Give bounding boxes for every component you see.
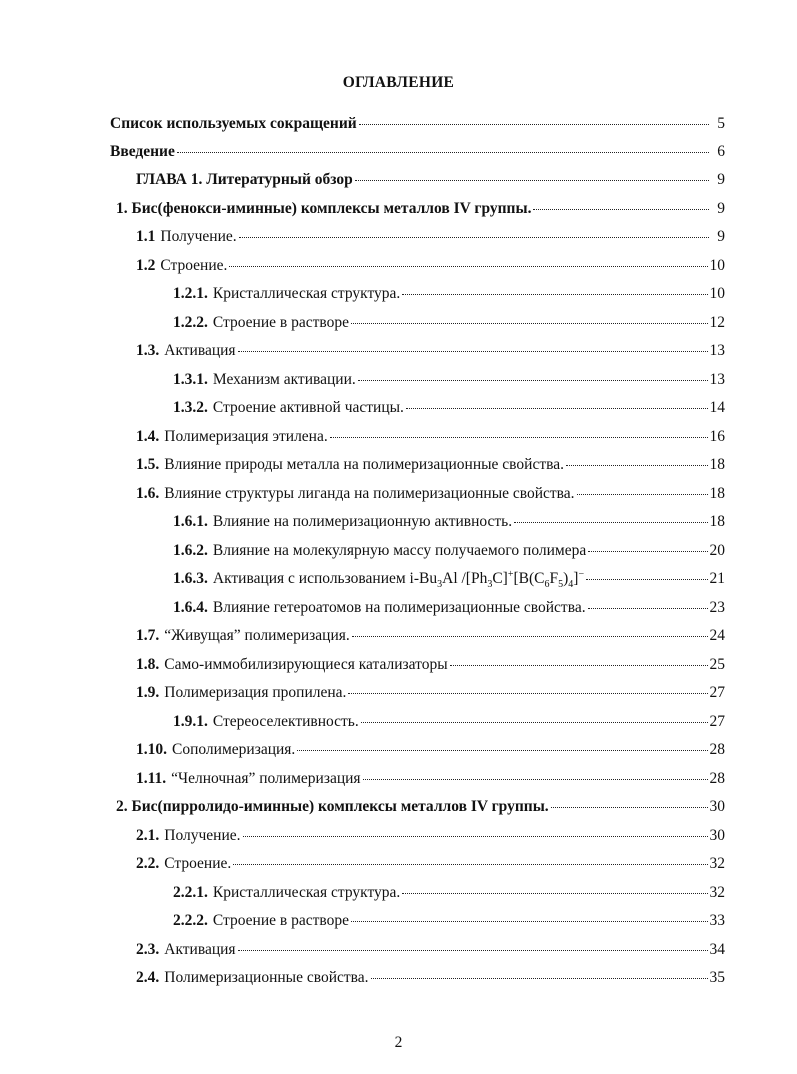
toc-entry-page: 6 xyxy=(717,143,725,160)
toc-entry-1-5[interactable] xyxy=(136,456,725,484)
toc-entry-text: Сополимеризация. xyxy=(172,741,296,758)
toc-entry-1-1[interactable] xyxy=(136,228,725,256)
toc-entry-introduction[interactable] xyxy=(110,143,725,171)
toc-entry-section-1[interactable] xyxy=(116,200,725,228)
toc-entry-text: Полимеризация пропилена. xyxy=(164,684,347,701)
toc-entry-number: 1.2.1. xyxy=(173,285,208,302)
dot-leader xyxy=(351,920,708,922)
toc-entry-chapter-1[interactable] xyxy=(136,171,725,199)
toc-entry-1-10[interactable] xyxy=(136,741,725,769)
dot-leader xyxy=(351,322,708,324)
toc-entry-number: 1.6. xyxy=(136,485,160,502)
toc-entry-page: 30 xyxy=(709,798,725,815)
toc-entry-number: 2.1. xyxy=(136,827,160,844)
toc-entry-1-6-2[interactable] xyxy=(173,542,725,570)
dot-leader xyxy=(577,493,708,495)
toc-entry-page: 18 xyxy=(709,485,725,502)
toc-entry-number: 1.1 xyxy=(136,228,156,245)
toc-entry-1-9[interactable] xyxy=(136,684,725,712)
toc-entry-1-8[interactable] xyxy=(136,656,725,684)
toc-entry-text: Механизм активации. xyxy=(212,371,356,388)
toc-entry-number: 1.6.3. xyxy=(173,570,208,587)
toc-entry-number: 1.6.1. xyxy=(173,513,208,530)
toc-entry-text: Получение. xyxy=(160,228,237,245)
dot-leader xyxy=(588,550,707,552)
dot-leader xyxy=(514,521,707,523)
toc-entry-text: Влияние на молекулярную массу получаемого полимера xyxy=(212,542,587,559)
dot-leader xyxy=(586,578,707,580)
toc-entry-number: 2.2.1. xyxy=(173,884,208,901)
toc-entry-page: 35 xyxy=(709,969,725,986)
toc-entry-number: 1.3. xyxy=(136,342,160,359)
dot-leader xyxy=(551,806,708,808)
toc-entry-1-2[interactable] xyxy=(136,257,725,285)
toc-entry-page: 28 xyxy=(709,770,725,787)
toc-entry-text: Влияние гетероатомов на полимеризационные свойства. xyxy=(212,599,586,616)
toc-entry-page: 32 xyxy=(709,855,725,872)
toc-entry-2-1[interactable] xyxy=(136,827,725,855)
toc-entry-2-2-2[interactable] xyxy=(173,912,725,940)
toc-entry-page: 16 xyxy=(709,428,725,445)
toc-entry-1-11[interactable] xyxy=(136,770,725,798)
dot-leader xyxy=(363,778,708,780)
toc-entry-number: 1.2.2. xyxy=(173,314,208,331)
page-number: 2 xyxy=(394,1034,403,1051)
toc-entry-1-2-2[interactable] xyxy=(173,314,725,342)
dot-leader xyxy=(450,664,708,666)
toc-entry-1-2-1[interactable] xyxy=(173,285,725,313)
toc-entry-1-6[interactable] xyxy=(136,485,725,513)
toc-entry-page: 9 xyxy=(717,228,725,245)
dot-leader xyxy=(239,236,709,238)
toc-entry-page: 9 xyxy=(717,171,725,188)
toc-entry-text: Активация xyxy=(164,342,236,359)
dot-leader xyxy=(533,208,709,210)
dot-leader xyxy=(406,407,708,409)
toc-entry-text: Влияние на полимеризационную активность. xyxy=(212,513,513,530)
toc-entry-number: 1.7. xyxy=(136,627,160,644)
toc-entry-number: 2.4. xyxy=(136,969,160,986)
toc-entry-1-3-2[interactable] xyxy=(173,399,725,427)
toc-entry-number: 1.11. xyxy=(136,770,167,787)
toc-entry-1-6-3[interactable] xyxy=(173,570,725,598)
toc-entry-page: 21 xyxy=(709,570,725,587)
toc-entry-text: Стереоселективность. xyxy=(212,713,359,730)
toc-entry-page: 13 xyxy=(709,342,725,359)
dot-leader xyxy=(358,379,708,381)
dot-leader xyxy=(371,977,708,979)
toc-entry-number: 1.8. xyxy=(136,656,160,673)
toc-entry-number: 1.5. xyxy=(136,456,160,473)
toc-entry-page: 14 xyxy=(709,399,725,416)
dot-leader xyxy=(238,350,708,352)
toc-entry-page: 27 xyxy=(709,684,725,701)
toc-entry-text: Влияние структуры лиганда на полимеризационные свойства. xyxy=(164,485,575,502)
toc-entry-1-9-1[interactable] xyxy=(173,713,725,741)
toc-entry-number: 1.6.4. xyxy=(173,599,208,616)
toc-entry-text: Полимеризация этилена. xyxy=(164,428,328,445)
toc-entry-text: 2. Бис(пирролидо-иминные) комплексы металлов IV группы. xyxy=(116,798,549,815)
toc-entry-page: 23 xyxy=(709,599,725,616)
toc-entry-1-6-1[interactable] xyxy=(173,513,725,541)
toc-entry-text: “Живущая” полимеризация. xyxy=(164,627,350,644)
dot-leader xyxy=(177,151,709,153)
dot-leader xyxy=(359,123,709,125)
dot-leader xyxy=(243,835,708,837)
toc-entry-number: 2.2. xyxy=(136,855,160,872)
toc-entry-section-2[interactable] xyxy=(116,798,725,826)
toc-entry-abbreviations[interactable] xyxy=(110,115,725,143)
toc-entry-text: Активация с использованием $i-Bu_3Al$ $/[Ph_3C]^+[B(C_6F_5)_4]^-$ xyxy=(212,568,585,591)
toc-entry-number: 1.9.1. xyxy=(173,713,208,730)
dot-leader xyxy=(355,179,709,181)
toc-entry-page: 25 xyxy=(709,656,725,673)
toc-entry-number: 1.3.1. xyxy=(173,371,208,388)
toc-entry-page: 20 xyxy=(709,542,725,559)
toc-entry-text: Активация xyxy=(164,941,236,958)
toc-entry-text: Само-иммобилизирующиеся катализаторы xyxy=(164,656,448,673)
dot-leader xyxy=(233,863,707,865)
toc-entry-page: 9 xyxy=(717,200,725,217)
toc-entry-1-3-1[interactable] xyxy=(173,371,725,399)
toc-entry-text: Строение. xyxy=(164,855,232,872)
toc-entry-number: 2.3. xyxy=(136,941,160,958)
toc-entry-text: “Челночная” полимеризация xyxy=(171,770,361,787)
toc-entry-page: 27 xyxy=(709,713,725,730)
dot-leader xyxy=(361,721,708,723)
toc-entry-number: 1.2 xyxy=(136,257,156,274)
toc-entry-page: 18 xyxy=(709,456,725,473)
dot-leader xyxy=(352,635,708,637)
toc-entry-page: 28 xyxy=(709,741,725,758)
toc-entry-page: 33 xyxy=(709,912,725,929)
toc-entry-text: Влияние природы металла на полимеризационные свойства. xyxy=(164,456,564,473)
toc-entry-text: Строение активной частицы. xyxy=(212,399,404,416)
toc-entry-page: 32 xyxy=(709,884,725,901)
dot-leader xyxy=(297,749,707,751)
toc-entry-page: 30 xyxy=(709,827,725,844)
toc-entry-1-4[interactable] xyxy=(136,428,725,456)
toc-entry-2-2[interactable] xyxy=(136,855,725,883)
toc-entry-text: Список используемых сокращений xyxy=(110,115,357,132)
dot-leader xyxy=(348,692,707,694)
toc-entry-number: 2.2.2. xyxy=(173,912,208,929)
toc-entry-1-7[interactable] xyxy=(136,627,725,655)
dot-leader xyxy=(330,436,708,438)
toc-entry-number: 1.10. xyxy=(136,741,167,758)
toc-entry-page: 18 xyxy=(709,513,725,530)
toc-entry-1-3[interactable] xyxy=(136,342,725,370)
toc-entry-text: 1. Бис(фенокси-иминные) комплексы металлов IV группы. xyxy=(116,200,532,217)
page-title: ОГЛАВЛЕНИЕ xyxy=(342,74,455,91)
toc-entry-text: Строение в растворе xyxy=(212,912,349,929)
toc-entry-page: 13 xyxy=(709,371,725,388)
toc-entry-number: 1.6.2. xyxy=(173,542,208,559)
dot-leader xyxy=(588,607,708,609)
toc-entry-text: Кристаллическая структура. xyxy=(212,285,401,302)
toc-entry-2-4[interactable] xyxy=(136,969,725,997)
toc-entry-1-6-4[interactable] xyxy=(173,599,725,627)
dot-leader xyxy=(402,293,707,295)
toc-entry-page: 5 xyxy=(717,115,725,132)
toc-entry-page: 10 xyxy=(709,257,725,274)
toc-entry-number: 1.4. xyxy=(136,428,160,445)
toc-entry-text: Введение xyxy=(110,143,175,160)
toc-entry-text: Полимеризационные свойства. xyxy=(164,969,369,986)
toc-entry-page: 24 xyxy=(709,627,725,644)
toc-entry-2-3[interactable] xyxy=(136,941,725,969)
toc-entry-text: Кристаллическая структура. xyxy=(212,884,401,901)
dot-leader xyxy=(229,265,707,267)
toc-entry-text: Строение. xyxy=(160,257,228,274)
toc-entry-text: Строение в растворе xyxy=(212,314,349,331)
toc-entry-text: Получение. xyxy=(164,827,241,844)
dot-leader xyxy=(238,949,708,951)
toc-entry-page: 34 xyxy=(709,941,725,958)
toc-entry-page: 12 xyxy=(709,314,725,331)
toc-entry-text: ГЛАВА 1. Литературный обзор xyxy=(136,171,353,188)
dot-leader xyxy=(402,892,707,894)
toc-entry-page: 10 xyxy=(709,285,725,302)
dot-leader xyxy=(566,464,708,466)
toc-entry-2-2-1[interactable] xyxy=(173,884,725,912)
toc-entry-number: 1.9. xyxy=(136,684,160,701)
toc-entry-number: 1.3.2. xyxy=(173,399,208,416)
